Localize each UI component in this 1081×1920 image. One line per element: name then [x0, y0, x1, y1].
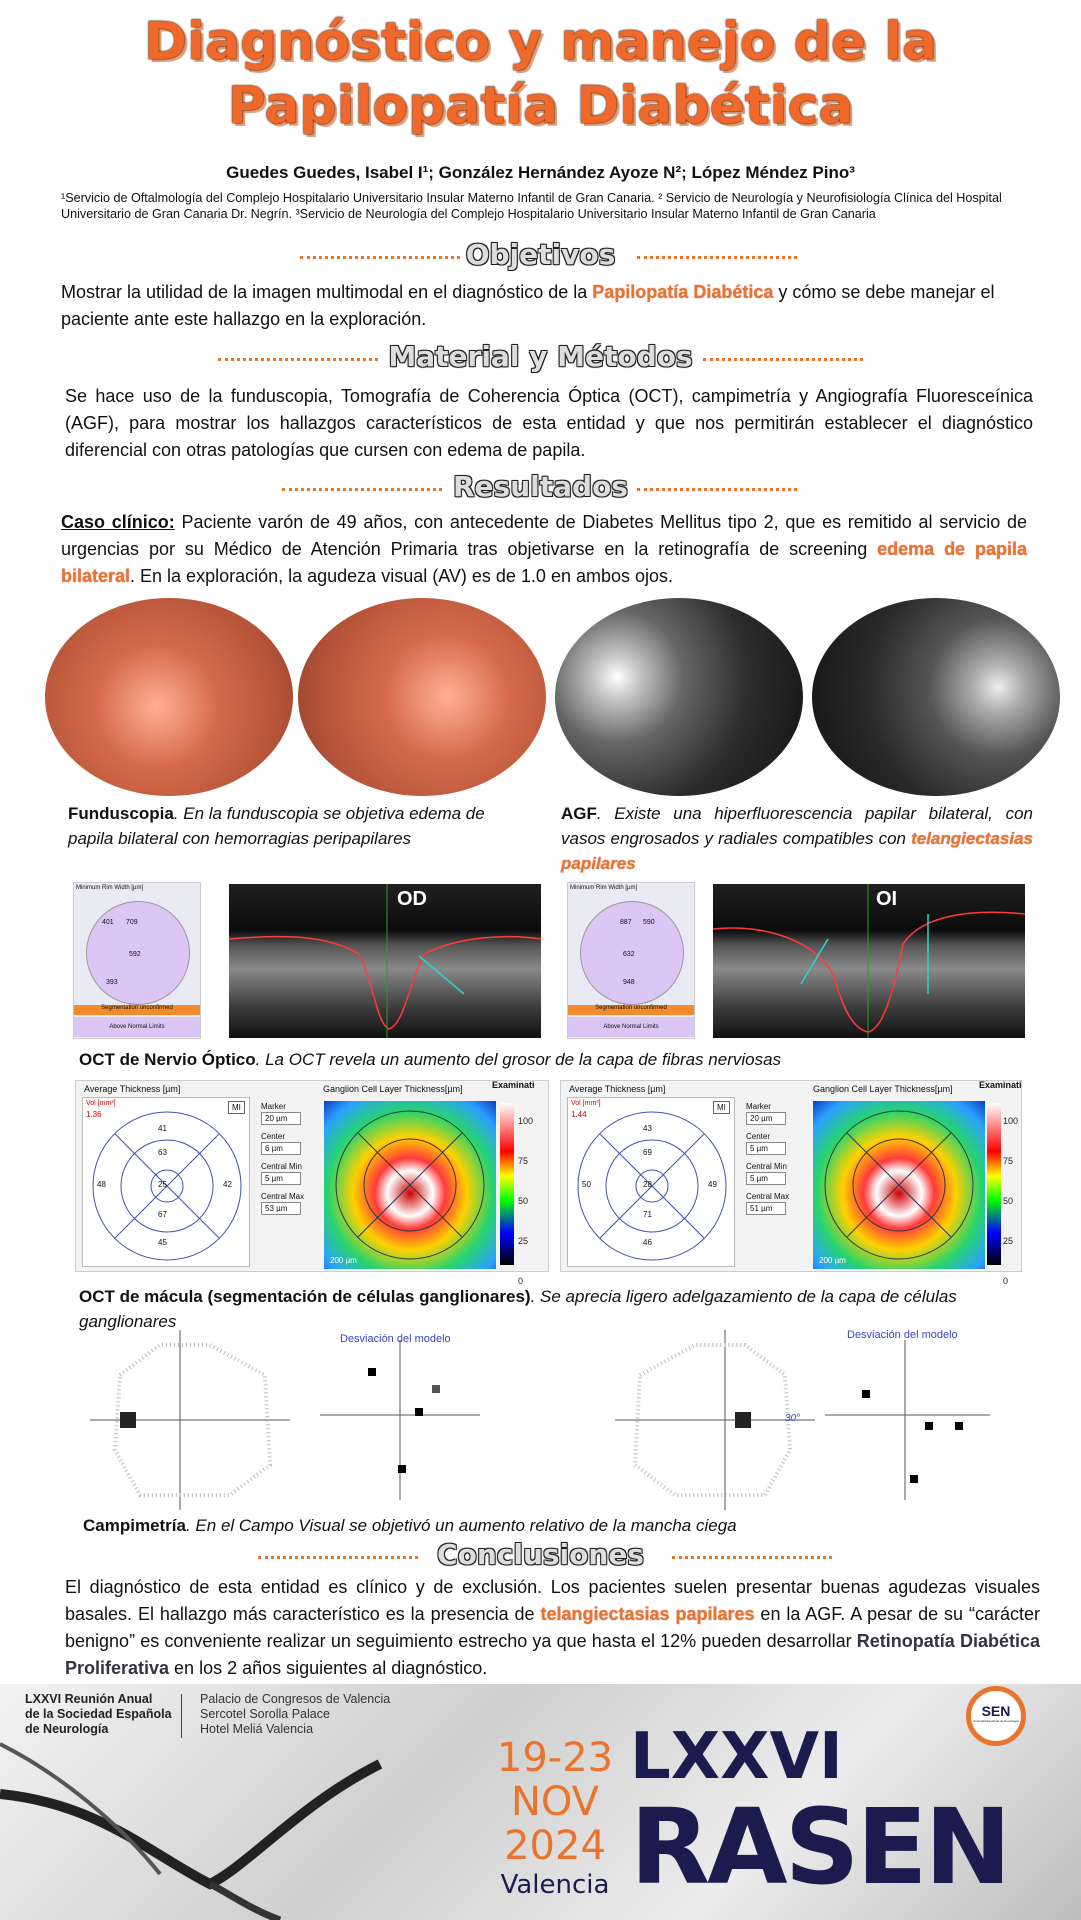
macula-caption	[79, 1284, 1019, 1334]
sen-logo	[966, 1686, 1026, 1746]
etdrs-grid	[82, 1097, 250, 1267]
vf-deviation-title-oi: Desviación del modelo	[847, 1329, 958, 1341]
authors: Guedes Guedes, Isabel I¹; González Hernández Ayoze N²; López Méndez Pino³	[226, 163, 855, 182]
tick: 0	[1003, 1276, 1009, 1286]
caption-label: AGF	[561, 804, 597, 823]
text: Mostrar la utilidad de la imagen multimodal en el diagnóstico de la	[61, 282, 593, 302]
venue: Palacio de Congresos de Valencia	[200, 1692, 391, 1706]
event-dates	[480, 1736, 630, 1902]
agf-photo-od	[555, 598, 803, 796]
segmentation-label: Segmentation unconfirmed	[568, 1005, 694, 1015]
inner-sup: 69	[643, 1148, 652, 1157]
affiliations: ¹Servicio de Oftalmología del Complejo Hospitalario Universitario Insular Materno Infantil de Gran Canaria. ² Servicio de Neurología y Neurofisiología Clínica del Hospital Universitario de Gran Canaria Dr. Negrín. ³Servicio de Neurología del Complejo Hospitalario Universitario Insular Materno Infantil de Gran Canaria	[61, 191, 1002, 221]
scalebar: 200 µm	[819, 1256, 846, 1265]
divider	[637, 256, 797, 259]
text: . En la exploración, la agudeza visual (AV) es de 1.0 en ambos ojos.	[130, 566, 674, 586]
text: en la AGF. A pesar de su “carácter benigno” es conveniente realizar un seguimiento estrecho ya que hasta el 12% pueden desarrollar	[65, 1604, 1040, 1651]
caso-label: Caso clínico:	[61, 512, 175, 532]
resultados-text	[61, 509, 1027, 590]
section-title: Resultados	[453, 470, 628, 503]
event-name	[25, 1692, 172, 1737]
marker-label: Marker	[746, 1102, 771, 1111]
inner-sup: 63	[158, 1148, 167, 1157]
highlight: telangiectasias papilares	[561, 829, 1033, 873]
cmax-label: Central Max	[746, 1192, 790, 1201]
logo-subtext: Sociedad Española de Neurología	[973, 1719, 1019, 1723]
cmin-field: 5 µm	[746, 1172, 786, 1185]
sector-ns: 887	[620, 919, 632, 926]
avg-title: Average Thickness [µm]	[569, 1084, 666, 1094]
caption-label: OCT de mácula (segmentación de células ganglionares)	[79, 1287, 531, 1306]
event-line: de la Sociedad Española	[25, 1707, 172, 1721]
tick: 25	[518, 1236, 529, 1246]
macula-panel-od	[75, 1080, 549, 1286]
title-line-2: Papilopatía Diabética	[227, 76, 854, 136]
color-scale-ticks	[518, 1101, 533, 1301]
outer-nasal: 49	[708, 1180, 717, 1189]
oct-caption	[79, 1047, 1019, 1072]
conclusiones-text	[65, 1574, 1040, 1682]
marker-panel	[261, 1101, 304, 1215]
exam-label: Examinati	[979, 1080, 1022, 1090]
city: Valencia	[500, 1870, 610, 1900]
tick: 50	[518, 1196, 529, 1206]
color-scale	[987, 1103, 1001, 1265]
venue: Sercotel Sorolla Palace	[200, 1707, 330, 1721]
divider	[282, 488, 442, 491]
footer-banner	[0, 1684, 1081, 1920]
sector-ts: 401	[102, 919, 114, 926]
sector-ni: 948	[623, 979, 635, 986]
center-label: Center	[261, 1132, 286, 1141]
eye-label-oi: OI	[876, 888, 898, 910]
segmentation-label: Segmentation unconfirmed	[74, 1005, 200, 1015]
divider	[181, 1694, 182, 1738]
gcl-heatmap	[813, 1101, 985, 1269]
highlight: Retinopatía Diabética Proliferativa	[65, 1631, 1040, 1678]
vf-degree-label: 30°	[785, 1413, 801, 1424]
normal-limits: Above Normal Limits	[74, 1017, 200, 1037]
tick: 100	[1003, 1116, 1019, 1126]
sector-ti: 393	[106, 979, 118, 986]
vf-greyscale-od	[90, 1330, 290, 1510]
objetivos-text	[61, 279, 1031, 333]
cmax-label: Central Max	[261, 1192, 305, 1201]
oct-rim-chart-oi	[567, 882, 695, 1039]
tick: 25	[1003, 1236, 1014, 1246]
marker-label: Marker	[261, 1102, 286, 1111]
mi-button[interactable]: MI	[713, 1101, 730, 1114]
cmax-field: 51 µm	[746, 1202, 786, 1215]
section-title: Conclusiones	[437, 1538, 644, 1571]
event-brand: RASEN	[630, 1786, 1009, 1908]
caption-label: OCT de Nervio Óptico	[79, 1050, 256, 1069]
caption-label: Funduscopia	[68, 804, 174, 823]
vol-label: Vol [mm³]	[571, 1100, 601, 1107]
gcl-title: Ganglion Cell Layer Thickness[µm]	[323, 1084, 463, 1094]
sector-ns: 709	[126, 919, 138, 926]
caption-text: . La OCT revela un aumento del grosor de la capa de fibras nerviosas	[255, 1050, 782, 1069]
divider	[218, 358, 378, 361]
tick: 100	[518, 1116, 534, 1126]
agf-caption	[561, 801, 1033, 876]
venue: Hotel Meliá Valencia	[200, 1722, 314, 1736]
chart-title: Minimum Rim Width [µm]	[76, 885, 144, 891]
outer-inf: 45	[158, 1238, 167, 1247]
center-value: 25	[158, 1180, 167, 1189]
center-label: Center	[746, 1132, 771, 1141]
fundus-photo-oi	[298, 598, 546, 796]
outer-sup: 41	[158, 1124, 167, 1133]
section-material	[0, 340, 1081, 373]
highlight: Papilopatía Diabética	[592, 282, 774, 302]
caption-label: Campimetría	[83, 1516, 186, 1535]
date-month: NOV	[510, 1779, 600, 1825]
vf-deviation-oi	[825, 1330, 990, 1500]
marker-value: 20 µm	[261, 1112, 301, 1125]
outer-temp: 50	[582, 1180, 591, 1189]
inner-inf: 67	[158, 1210, 167, 1219]
color-scale-ticks	[1003, 1101, 1018, 1301]
macula-panel-oi	[560, 1080, 1022, 1286]
tick: 50	[1003, 1196, 1014, 1206]
venues	[200, 1692, 390, 1737]
highlight: telangiectasias papilares	[540, 1604, 755, 1624]
eye-label-od: OD	[397, 888, 427, 910]
fundus-caption	[68, 801, 526, 851]
section-title: Objetivos	[465, 238, 616, 271]
title-line-1: Diagnóstico y manejo de la	[143, 12, 938, 72]
marker-value: 20 µm	[746, 1112, 786, 1125]
divider	[300, 256, 460, 259]
inner-inf: 71	[643, 1210, 652, 1219]
etdrs-grid	[567, 1097, 735, 1267]
heatmap-grid	[324, 1101, 496, 1269]
rnfl-contour	[229, 884, 541, 1038]
divider	[637, 488, 797, 491]
outer-nasal: 42	[223, 1180, 232, 1189]
outer-temp: 48	[97, 1180, 106, 1189]
tick: 75	[518, 1156, 529, 1166]
outer-inf: 46	[643, 1238, 652, 1247]
text: Paciente varón de 49 años, con antecedente de Diabetes Mellitus tipo 2, que es remitido al servicio de urgencias por su Médico de Atención Primaria tras objetivarse en la retinografía de screening	[61, 512, 1027, 559]
center-field: 6 µm	[261, 1142, 301, 1155]
oct-bscan-od	[229, 884, 541, 1038]
logo-text: SEN	[981, 1703, 1011, 1719]
vf-caption	[83, 1513, 1023, 1538]
sector-g: 632	[623, 951, 635, 958]
section-resultados	[0, 470, 1081, 503]
cmin-label: Central Min	[746, 1162, 787, 1171]
agf-photo-oi	[812, 598, 1060, 796]
divider	[258, 1556, 418, 1559]
event-line: de Neurología	[25, 1722, 109, 1736]
gcl-title: Ganglion Cell Layer Thickness[µm]	[813, 1084, 953, 1094]
heatmap-grid	[813, 1101, 985, 1269]
normal-limits: Above Normal Limits	[568, 1017, 694, 1037]
material-text: Se hace uso de la funduscopia, Tomografía de Coherencia Óptica (OCT), campimetría y Angiografía Fluoresceínica (AGF), para mostrar los hallazgos característicos de esta entidad y que nos permitirán establecer el diagnóstico diferencial con otras patologías que cursen con edema de papila.	[65, 386, 1033, 460]
outer-sup: 43	[643, 1124, 652, 1133]
event-line: LXXVI Reunión Anual	[25, 1692, 153, 1706]
vol-value: 1.44	[571, 1110, 587, 1119]
oct-bscan-oi	[713, 884, 1025, 1038]
center-value: 28	[643, 1180, 652, 1189]
exam-label: Examinati	[492, 1080, 535, 1090]
vol-value: 1.36	[86, 1110, 102, 1119]
marker-panel	[746, 1101, 789, 1215]
tick: 75	[1003, 1156, 1014, 1166]
date-year: 2024	[504, 1823, 606, 1869]
tick: 0	[518, 1276, 524, 1286]
vf-deviation-od	[320, 1330, 480, 1500]
center-field: 5 µm	[746, 1142, 786, 1155]
divider	[703, 358, 863, 361]
mi-button[interactable]: MI	[228, 1101, 245, 1114]
cmin-field: 5 µm	[261, 1172, 301, 1185]
text: en los 2 años siguientes al diagnóstico.	[169, 1658, 488, 1678]
section-title: Material y Métodos	[388, 340, 693, 373]
cmin-label: Central Min	[261, 1162, 302, 1171]
text: y cómo se debe manejar el paciente ante este hallazgo en la exploración.	[61, 282, 995, 329]
rnfl-contour	[713, 884, 1025, 1038]
vol-label: Vol [mm³]	[86, 1100, 116, 1107]
date-days: 19-23	[496, 1735, 614, 1781]
chart-title: Minimum Rim Width [µm]	[570, 885, 638, 891]
scalebar: 200 µm	[330, 1256, 357, 1265]
sector-ts: 590	[643, 919, 655, 926]
highlight: edema de papila bilateral	[61, 539, 1027, 586]
caption-text: . Se aprecia ligero adelgazamiento de la capa de células ganglionares	[79, 1287, 957, 1331]
caption-text: . Existe una hiperfluorescencia papilar bilateral, con vasos engrosados y radiales compatibles con	[561, 804, 1033, 848]
oct-rim-chart-od	[73, 882, 201, 1039]
color-scale	[500, 1103, 514, 1265]
avg-title: Average Thickness [µm]	[84, 1084, 181, 1094]
section-conclusiones	[0, 1538, 1081, 1571]
fundus-photo-od	[45, 598, 293, 796]
divider	[672, 1556, 832, 1559]
edition-number: LXXVI	[630, 1720, 843, 1794]
text: El diagnóstico de esta entidad es clínico y de exclusión. Los pacientes suelen presentar buenas agudezas visuales basales. El hallazgo más característico es la presencia de	[65, 1577, 1040, 1624]
poster-title	[0, 10, 1081, 138]
gcl-heatmap	[324, 1101, 496, 1269]
cmax-field: 53 µm	[261, 1202, 301, 1215]
caption-text: . En la funduscopia se objetiva edema de papila bilateral con hemorragias peripapilares	[68, 804, 485, 848]
vf-deviation-title-od: Desviación del modelo	[340, 1333, 451, 1345]
caption-text: . En el Campo Visual se objetivó un aumento relativo de la mancha ciega	[185, 1516, 737, 1535]
sector-g: 592	[129, 951, 141, 958]
section-objetivos	[0, 238, 1081, 271]
